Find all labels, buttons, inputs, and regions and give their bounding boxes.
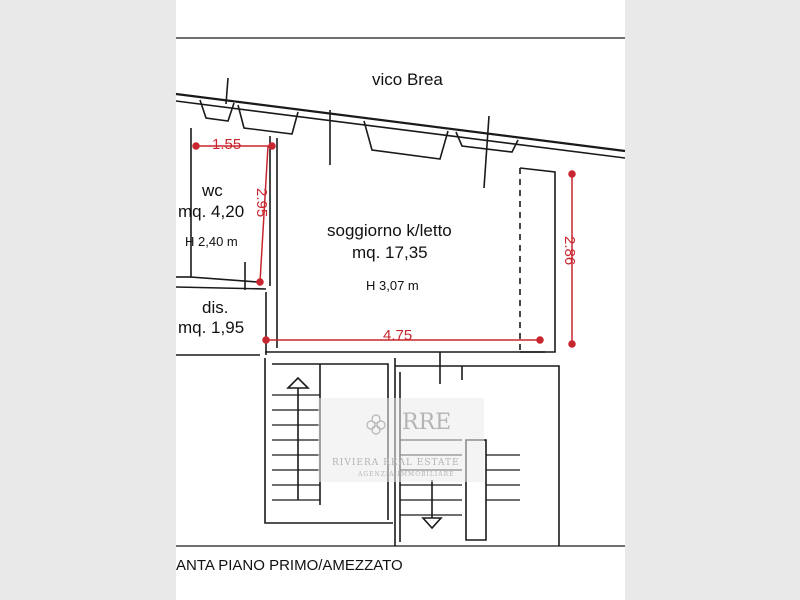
watermark-name: RIVIERA REAL ESTATE: [332, 458, 460, 468]
street-label: vico Brea: [372, 70, 443, 89]
watermark-logo: RRE: [402, 410, 452, 435]
soggiorno-room-height: H 3,07 m: [366, 278, 419, 293]
dimension-wc-width: 1.55: [212, 136, 242, 153]
wc-room-name: wc: [202, 181, 223, 200]
dimension-room-depth: 2.86: [561, 236, 578, 266]
soggiorno-room-area: mq. 17,35: [352, 243, 428, 262]
wc-room-height: H 2,40 m: [185, 234, 238, 249]
dimension-wc-depth: 2.95: [253, 188, 270, 218]
dis-room-name: dis.: [202, 298, 229, 317]
plan-caption: ANTA PIANO PRIMO/AMEZZATO: [176, 557, 403, 574]
watermark: [318, 398, 484, 482]
wc-room-area: mq. 4,20: [178, 202, 245, 221]
dis-room-area: mq. 1,95: [178, 318, 245, 337]
dimension-room-width: 4.75: [383, 327, 413, 344]
soggiorno-room-name: soggiorno k/letto: [327, 221, 452, 240]
watermark-tagline: AGENZIA IMMOBILIARE: [358, 471, 455, 478]
flower-logo-icon: [362, 410, 390, 438]
